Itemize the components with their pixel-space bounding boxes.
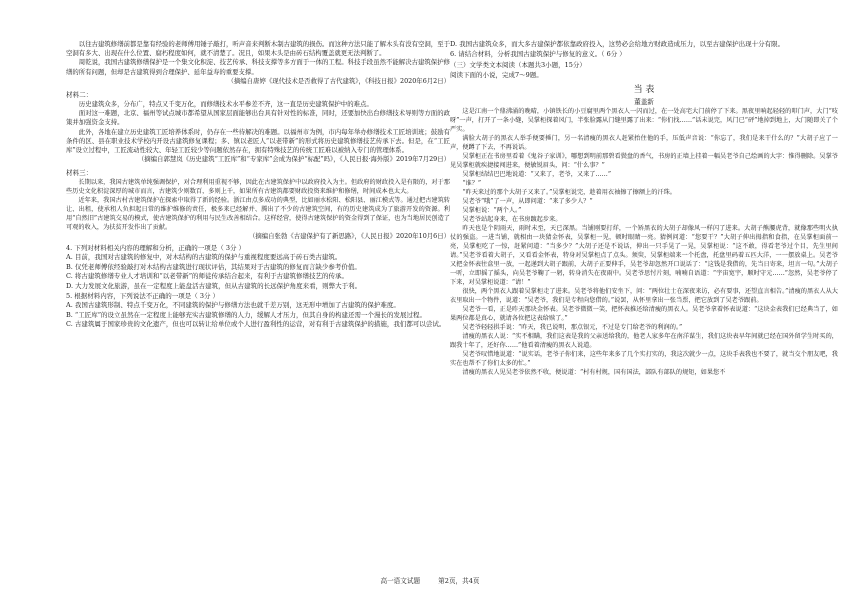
option: C. 古建筑属于国家珍贵的文化遗产，但也可以转让给单位或个人进行盈利性的运营，对有利于古建筑保护的措施，我们都可以尝试。	[66, 320, 446, 329]
option: D. 我国古建筑众多，而大多古建保护都依靠政府投入，这势必会给地方财政造成压力，以至古建保护出现十分有限。	[450, 40, 785, 48]
story-paragraph: 吴老爷一看，正是昨天那块金怀表。吴老爷微微一笑，把怀表推还给清瘦的黑衣人。吴老爷拿着怀表说道：“这块金表我们已经典当了，如果两位都是真心，就请各位把这表给赎了。”	[450, 306, 838, 323]
paragraph: 此外，各地在建立历史建筑工匠培养体系时，仍存在一些待解决的难题。以福州市为例，市内每年举办修缮技术工匠培训班；鼓励有条件的区、县在职业技术学校内开设古建筑修复课程；多、镇以老匠人“以老带新”的形式将历史建筑修缮技艺传承下去。但是，在“工匠库”设立过程中，工匠流动性较大、年轻工匠较少等问题依然存在，拥有特殊技艺的传统工匠难以被纳入专门的管理体系。	[66, 127, 450, 155]
reading-instruction: 阅读下面的小说，完成7～9题。	[450, 70, 543, 79]
question-4: 4. 下列对材料相关内容的理解和分析，正确的一项是（ 3分 ）	[66, 243, 246, 252]
paragraph: 周乾说，我国古建筑修缮保护是一个集文化积淀、技艺传承、科技支撑等多方面于一体的工程。科技手段虽然不能解决古建筑保护修缮的所有问题，但却是古建筑得到合理保护、延年益寿的重要支撑。	[66, 58, 450, 76]
option: B. “工匠库”的设立虽然在一定程度上能够充实古建筑修缮的人力，缓解人才压力，但其自身的构建还需一个漫长的发展过程。	[66, 310, 427, 319]
story-paragraph: 很快，两个黑衣人跟着吴掌柜走了进来。吴老爷将他们安坐下，问：“两位壮士在深夜来访，必有要事，还望直言相告。”清瘦的黑衣人从大衣里取出一个物件，说道：“吴老爷，我们是专程向您借的。”说罢，从怀里拿出一张当票，把它放到了吴老爷跟前。	[450, 288, 838, 305]
story-paragraph: 吴掌柜结结巴巴地说道：“又来了，老爷，又来了……”	[462, 171, 612, 179]
option: D. 大力发展文化旅游，虽在一定程度上能盘活古建筑，但从古建筑的长远保护角度来看，则弊大于利。	[66, 282, 362, 291]
paragraph: 以往古建筑修缮前都是靠有经验的老师傅用锤子敲打，听声音来判断木制古建筑的损伤。而这种方法只能了解木头有没有空洞，至于空洞有多大、出现在什么位置、腐朽程度如何，就不清楚了。况且，如果木头是由砖石结构覆盖就更无法判断了。	[66, 40, 450, 58]
right-column	[450, 40, 838, 377]
option: B. 仅凭老师傅依经验敲打对木结构古建筑进行现状评估，其结果对于古建筑的修复而言缺少参考价值。	[66, 262, 361, 271]
option: C. 将古建筑修缮专业人才培训和“以老带新”的师徒传承结合起来，有利于古建筑修缮技艺的传承。	[66, 272, 349, 281]
story-paragraph: 吴老爷轻轻拱手说：“昨天，我已说明，那点银元，不过是专门给老爷的利润的。”	[462, 324, 683, 332]
section-heading: 材料二：	[66, 91, 93, 100]
question-5: 5. 根据材料内容，下列说法不正确的一项是（ 3分 ）	[66, 291, 220, 300]
story-paragraph: 吴老爷站起身来，在书房踱起步来。	[462, 216, 562, 224]
story-paragraph: 吴掌柜正在书房里看着《鬼谷子家训》，哪想到明前那碧看鬓盘的香气，书房的正墙上挂着一幅吴老爷自己绘画的大字：惟得删除。吴掌爷见吴掌柜就疾捷接闯进来，便敏锐眉头，问：“什么事？”	[450, 153, 838, 170]
section-heading: 材料三：	[66, 169, 93, 178]
story-paragraph: 吴老爷叹惜地说道：“说实话，老爷子你们来，这些年来多了几个实打实的，我这次就少一点，这块手表我也不要了，就当交个朋友吧，我实在也帮不了你们太多的忙。”	[450, 351, 838, 368]
footer-exam-title: 高一语文试题	[380, 577, 421, 585]
page-footer	[0, 575, 860, 585]
question-6: 6. 请结合材料，分析我国古建筑保护与修复的意义。（ 6分 ）	[450, 49, 626, 58]
paragraph: 面对这一难题，北京、福州等试点城市都希望从国家层面能够出台具有针对性的标准，同时，还要加快出台修缮技术导则等方面的政策并加强资金支持。	[66, 109, 450, 127]
source-citation: （摘编自张勃《古建保护有了新思路》，《人民日报》2020年10月6日）	[249, 232, 450, 241]
footer-page-number: 第2页，共4页	[438, 577, 480, 585]
paragraph: 长期以来，我国古建筑单纯强调保护，对合理利用重视不够，因此在古建筑保护中以政府投入为主。但政府的财政投入是有限的，对于那些历史文化积淀深厚的城市而言，古建筑少则数百，多则上千，如果所有古建筑都要财政投资来维护和修缮，时间成本也太大。	[66, 179, 450, 196]
story-paragraph: 吴掌柜说：“两个人。”	[462, 207, 522, 215]
story-paragraph: 清瘦的黑衣人说：“实不相瞒，我们这表是我的父亲送给我的，他老人家多年在南洋谋生，我们这块表早年间就已经在国外留学生时买的，跟我十年了，还好你……”他看着清瘦的黑衣人说道。	[450, 333, 838, 350]
section-heading: （三）文学类文本阅读（本题共3小题，15分）	[450, 61, 586, 70]
story-paragraph: 昨天也是个阴雨天，雨时未至，天已深黑。当铺刚要打烊，一个矫黑衣的大胡子却像风一样闪了进来。大胡子熊腰虎背，就像那些明火执仗的强盗。一进当铺，就相由一块猜金怀表，吴掌柜一见，顿时眼睛一亮。猜例问道：“您要干？”大胡子伸出拇指和食指，在吴掌柜面前一亮，吴掌柜吃了一惊，赶紧问道：“当多少？”大胡子还是不说话，伸出一只手晃了一晃，吴掌柜说：“这不敢，得看老爷过个目，先生里间请。”吴老爷看着大胡子，又看看金怀表，特身对吴掌柜点了点头。须臾，吴掌柜端来一个托盘，托盘里码着五匹大洋，一一摆放桌上。吴老爷又把金怀表往盒里一放，一起递到大胡子跟前，大胡子正要伸手，吴老爷却忽然开口说话了：“这钱是我借的，先当日寄来，坦言一句。”大胡子一听，立即摇了摇头，向吴老爷鞠了一躬，转身消失在夜雨中。吴老爷思忖片刻，喃喃自语道：“宇宙宽宇，顺时守元……”忽然，吴老爷停了下来，对吴掌柜说道：“请！”	[450, 225, 838, 287]
story-paragraph: 清瘦的黑衣人见吴老爷依然不收，便说道：“村有村规，国有国法，部队有部队的规矩，如果您不	[462, 369, 726, 377]
story-paragraph: 满脸大胡子的黑衣人举手便要捶门，另一名清瘦的黑衣人赶紧抬住他的手，压低声音说：“你忘了，我们是来干什么的？”大胡子应了一声，便蹲了下去，不再说话。	[450, 135, 838, 152]
story-title: 当 表	[633, 85, 655, 96]
option: A. 我国古建筑形制、特点千变万化，不同建筑的保护与修缮方法也就千差万别，这无形中增加了古建筑的保护难度。	[66, 301, 400, 310]
story-author: 董盖新	[634, 98, 654, 107]
left-column	[66, 40, 450, 330]
paragraph: 近年来，我国古村古建筑保护在探索中取得了新的经验。浙江由点多成功的典型，比如丽水松阳、松阳县、丽江模式等。通过把古建筑转让、出租，使承租人负担起日常的维护维修的责任，极多来已经解并、腾出了不少的古建筑空间，有的历史建筑成为了旅游开发的资源。利用“自然旧”古建筑交易的模式，使古建筑保护的利用与民生改善相结合。这样经营，使得古建筑保护的资金得到了保证，也为当地居民创造了可观的收入，为扶贫开发作出了贡献。	[66, 197, 450, 232]
source-citation: （摘编自郭慧岚《历史建筑“工匠库”和“专家库”会成为保护“标配”吗》，《人民日报·海外版》2019年7月29日）	[137, 155, 450, 164]
paragraph: 历史建筑众多，分布广，特点又千变万化，而修缮技术水平参差不齐，这一直是历史建筑保护中的难点。	[78, 100, 373, 109]
story-paragraph: 这是江南一个鼎沸涌的晚晴，小镇铁长的小豆腐里两个黑衣人一闪而过，在一处高宅大门前停了下来。黑夜里响起轻轻的叩门声，大门“吱呀”一声，打开了一条小缝，吴掌柜探着风门，半张脸露从门缝里露了出来：“你们找……”话未说完，风门已“砰”地掉到地上，大门随即关了个严实。	[450, 108, 838, 134]
story-paragraph: “谁？”	[462, 180, 482, 188]
source-citation: （摘编自唐婷《现代技术是否救得了古代建筑》，《科技日报》2020年6月2日）	[227, 76, 450, 85]
story-paragraph: “昨天来过的那个大胡子又来了。”吴掌柜说完，趁着用衣袖擦了擦额上的汗珠。	[462, 189, 676, 197]
option: A. 目前，我国对古建筑的修复中，对木结构的古建筑的保护与重视程度要远高于砖石类古建筑。	[66, 253, 342, 262]
story-paragraph: 吴老爷“哦”了一声，从即问道：“来了多少人？”	[462, 198, 593, 206]
